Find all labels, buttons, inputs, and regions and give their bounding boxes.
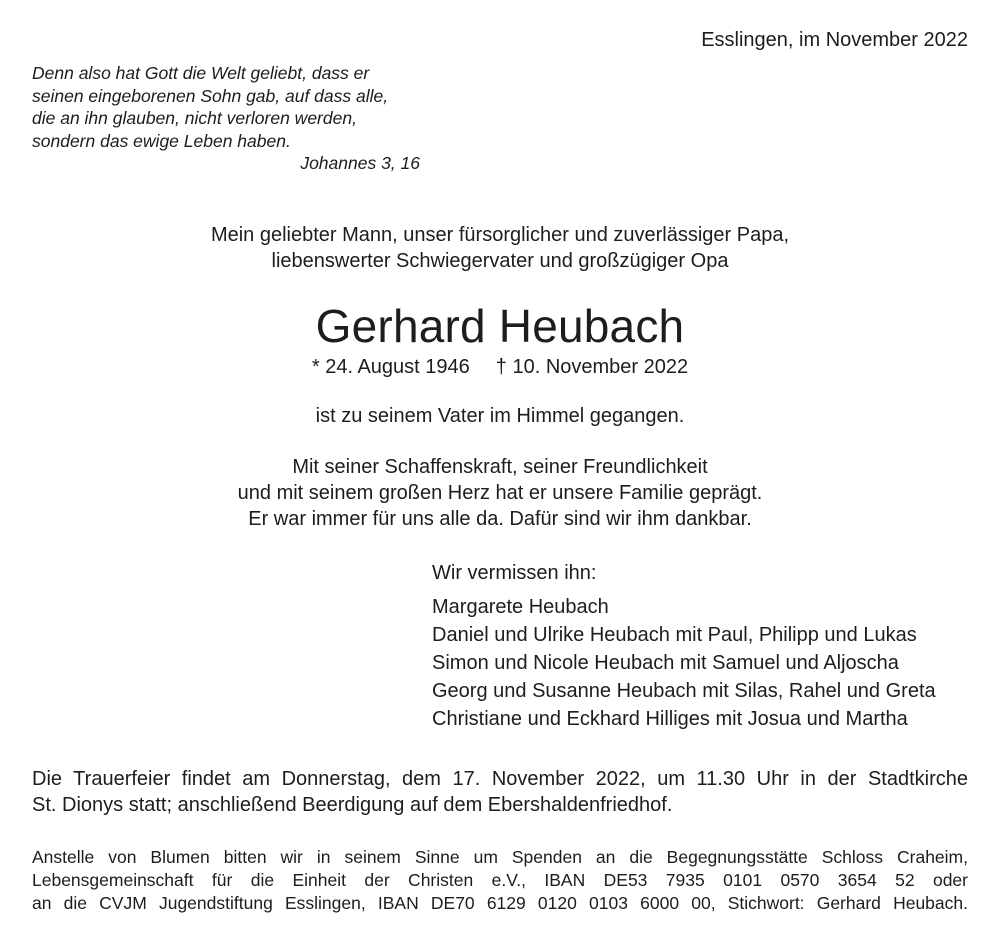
intro-text xyxy=(0,222,1000,274)
verse-line: sondern das ewige Leben haben. xyxy=(32,130,291,151)
mourner-name: Christiane und Eckhard Hilliges mit Josua und Martha xyxy=(432,708,908,730)
verse-line: Denn also hat Gott die Welt geliebt, dass er xyxy=(32,63,370,83)
donation-line: Anstelle von Blumen bitten wir in seinem Sinne um Spenden an die Begegnungsstätte Schloss Craheim, xyxy=(32,847,968,867)
funeral-line: Die Trauerfeier findet am Donnerstag, dem 17. November 2022, um 11.30 Uhr in der Stadtkirche xyxy=(32,768,968,790)
intro-line: Mein geliebter Mann, unser fürsorglicher und zuverlässiger Papa, xyxy=(210,224,790,246)
birth-date: * 24. August 1946 xyxy=(311,356,470,378)
mourner-name: Daniel und Ulrike Heubach mit Paul, Philipp und Lukas xyxy=(432,624,917,646)
place-and-date: Esslingen, im November 2022 xyxy=(701,29,968,51)
donation-notice xyxy=(32,846,968,915)
intro-line: liebenswerter Schwiegervater und großzügiger Opa xyxy=(271,250,729,272)
donation-line: an die CVJM Jugendstiftung Esslingen, IBAN DE70 6129 0120 0103 6000 00, Stichwort: Gerhard Heubach. xyxy=(32,893,968,913)
deceased-name: Gerhard Heubach xyxy=(315,300,685,352)
mourners-heading: Wir vermissen ihn: xyxy=(432,562,597,584)
verse-line: die an ihn glauben, nicht verloren werden, xyxy=(32,108,357,128)
tribute-line: Mit seiner Schaffenskraft, seiner Freundlichkeit xyxy=(292,456,708,478)
death-date: † 10. November 2022 xyxy=(495,356,689,378)
life-dates xyxy=(0,354,1000,380)
mourner-name: Georg und Susanne Heubach mit Silas, Rahel und Greta xyxy=(432,680,936,702)
verse-reference: Johannes 3, 16 xyxy=(300,153,420,173)
tribute-text xyxy=(0,454,1000,532)
donation-line: Lebensgemeinschaft für die Einheit der Christen e.V., IBAN DE53 7935 0101 0570 3654 52 oder xyxy=(32,870,968,890)
tribute-line: Er war immer für uns alle da. Dafür sind wir ihm dankbar. xyxy=(248,508,752,530)
funeral-line: St. Dionys statt; anschließend Beerdigung auf dem Ebershaldenfriedhof. xyxy=(32,794,673,816)
passing-text: ist zu seinem Vater im Himmel gegangen. xyxy=(315,405,685,427)
bible-verse xyxy=(32,62,422,175)
funeral-notice xyxy=(32,766,968,818)
mourners-list xyxy=(432,559,936,733)
mourner-name: Margarete Heubach xyxy=(432,596,609,618)
mourner-name: Simon und Nicole Heubach mit Samuel und Aljoscha xyxy=(432,652,899,674)
verse-line: seinen eingeborenen Sohn gab, auf dass alle, xyxy=(32,85,389,106)
tribute-line: und mit seinem großen Herz hat er unsere Familie geprägt. xyxy=(237,482,763,504)
